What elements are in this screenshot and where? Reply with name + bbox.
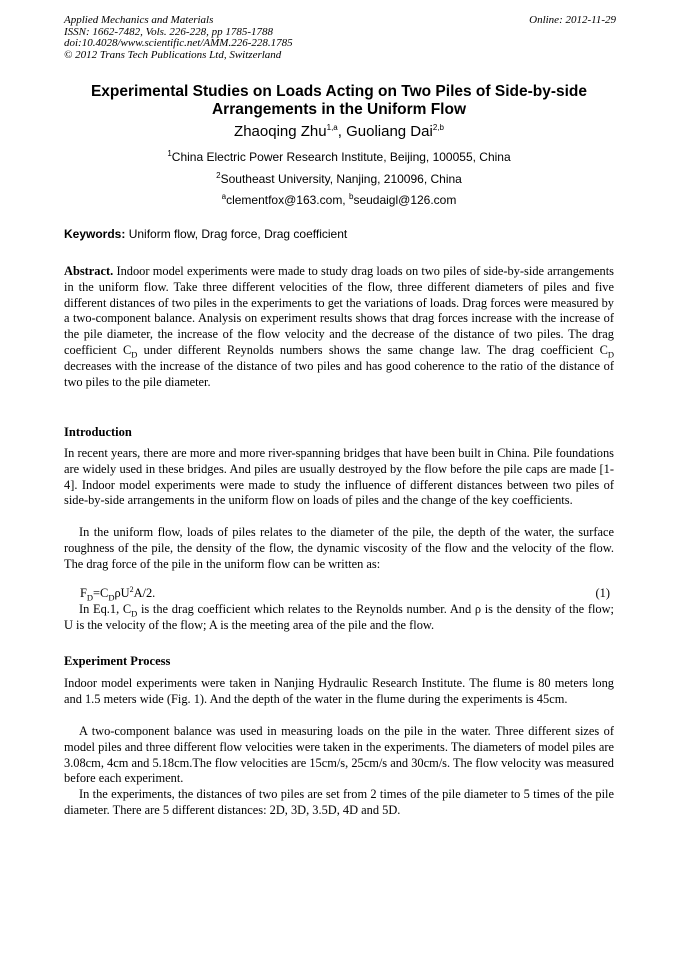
email-b: seudaigl@126.com [353, 193, 457, 207]
intro-p3-b: is the drag coefficient which relates to the Reynolds number. And ρ is the density of the flow; U is the velocity of the flow; A is the meeting area of the pile and the flow. [64, 602, 614, 632]
copyright-line: © 2012 Trans Tech Publications Ltd, Switzerland [64, 48, 282, 61]
email-b-mark: b [348, 192, 354, 201]
eq-end: A/2. [133, 586, 156, 600]
author-separator: , [337, 123, 347, 140]
email-a-mark: a [221, 192, 227, 201]
affiliation-1-mark: 1 [167, 149, 172, 158]
affiliation-2-text: Southeast University, Nanjing, 210096, China [220, 172, 462, 186]
eq-c-sub: D [108, 592, 115, 603]
eq-power: 2 [129, 584, 134, 594]
equation-1 [80, 586, 610, 601]
keywords [64, 227, 614, 241]
introduction-paragraph-3 [64, 602, 614, 634]
issn-line: ISSN: 1662-7482, Vols. 226-228, pp 1785-1788 [64, 25, 273, 38]
eq-f-sub: D [86, 592, 94, 603]
introduction-paragraph-1: In recent years, there are more and more river-spanning bridges that have been built in China. Pile foundations are widely used in these bridges. And piles are usually destroyed by the flow before the pile caps are made [1-4]. Indoor model experiments were made to study the influence of different distances between two piles of side-by-side arrangements in the uniform flow on loads of piles and the change of the key coefficients. [64, 446, 614, 508]
affiliation-2 [64, 172, 614, 186]
title-line-2: Arrangements in the Uniform Flow [211, 101, 467, 118]
eq-equals-c: =C [93, 586, 109, 600]
experiment-heading: Experiment Process [64, 654, 171, 668]
author-2: Guoliang Dai [346, 123, 433, 140]
keywords-label: Keywords: [64, 227, 126, 241]
experiment-paragraph-3: In the experiments, the distances of two piles are set from 2 times of the pile diameter to 5 times of the pile diameter. There are 5 different distances: 2D, 3D, 3.5D, 4D and 5D. [64, 787, 614, 817]
abstract-text-1: Indoor model experiments were made to study drag loads on two piles of side-by-side arrangements in the uniform flow. Take three different velocities of the flow, three different diameters of piles and five different distances of two piles in the experiments to get the variations of loads. Drag forces were measured by a two-component balance. Analysis on experiment results shows that drag forces increase with the increase of the pile diameter, the increase of the flow velocity and the decrease of the distance of two piles. The drag coefficient C [64, 264, 614, 357]
abstract-sub-1: D [131, 349, 138, 360]
paper-title [64, 83, 614, 119]
experiment-paragraph-1: Indoor model experiments were taken in Nanjing Hydraulic Research Institute. The flume is 80 meters long and 1.5 meters wide (Fig. 1). And the depth of the water in the flume during the experiments is 45cm. [64, 676, 614, 706]
abstract-sub-2: D [607, 349, 614, 360]
abstract-label: Abstract. [64, 264, 114, 278]
affiliation-1-text: China Electric Power Research Institute, Beijing, 100055, China [171, 150, 511, 164]
author-1-affil: 1,a [326, 123, 338, 132]
author-2-affil: 2,b [432, 123, 444, 132]
eq-rho-u: ρU [114, 586, 130, 600]
affiliation-2-mark: 2 [216, 171, 221, 180]
journal-header [64, 15, 616, 61]
eq-f: F [80, 586, 87, 600]
doi-line: doi:10.4028/www.scientific.net/AMM.226-228.1785 [64, 37, 293, 49]
keywords-text: Uniform flow, Drag force, Drag coefficient [125, 227, 348, 241]
experiment-paragraph-2: A two-component balance was used in measuring loads on the pile in the water. Three different sizes of model piles and three different flow velocities were taken in the experiments. The diameters of model piles are 3.08cm, 4cm and 5.18cm.The flow velocities are 15cm/s, 25cm/s and 30cm/s. The flow velocity was measured before each experiment. [64, 724, 614, 786]
introduction-paragraph-2: In the uniform flow, loads of piles relates to the diameter of the pile, the depth of the water, the surface roughness of the pile, the density of the flow, the dynamic viscosity of the flow and the velocity of the flow. The drag force of the pile in the uniform flow can be written as: [64, 525, 614, 571]
journal-name: Applied Mechanics and Materials [64, 14, 214, 26]
abstract-text-3: decreases with the increase of the distance of two piles and has good coherence to the ratio of the distance of two piles to the pile diameter. [64, 358, 614, 389]
author-list [64, 123, 614, 140]
online-date: Online: 2012-11-29 [529, 14, 616, 26]
author-1: Zhaoqing Zhu [234, 123, 327, 140]
abstract [64, 264, 614, 390]
equation-number: (1) [595, 586, 610, 600]
intro-p3-sub: D [131, 608, 138, 619]
intro-p3-a: In Eq.1, C [79, 602, 132, 616]
abstract-text-2: under different Reynolds numbers shows the same change law. The drag coefficient C [137, 342, 608, 357]
email-line [64, 193, 614, 207]
title-line-1: Experimental Studies on Loads Acting on Two Piles of Side-by-side [90, 83, 588, 100]
email-a: clementfox@163.com, [226, 193, 349, 207]
affiliation-1 [64, 150, 614, 164]
introduction-heading: Introduction [64, 425, 132, 439]
